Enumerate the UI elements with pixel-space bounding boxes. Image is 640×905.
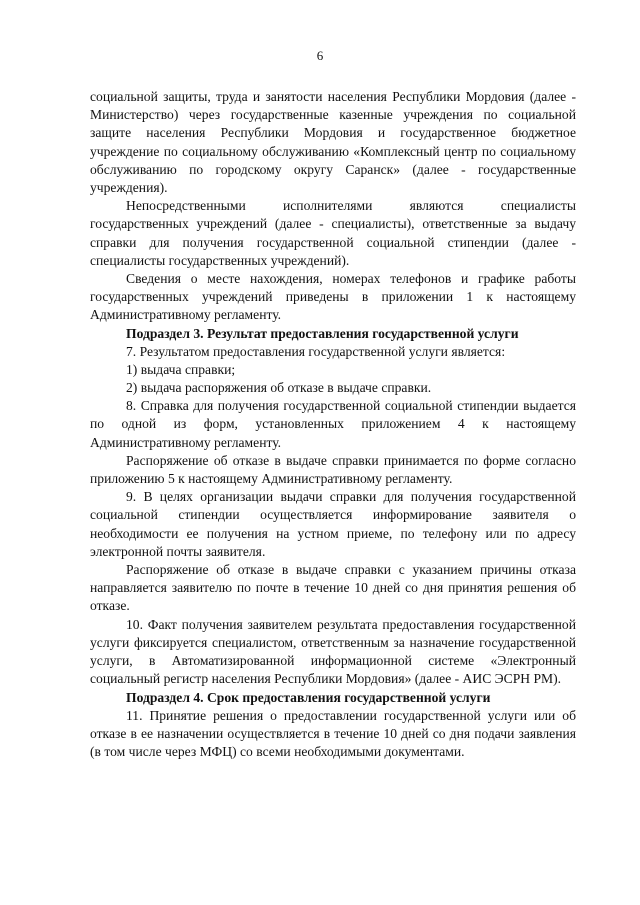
document-body bbox=[90, 88, 576, 761]
section-3-paragraph: 9. В целях организации выдачи справки для получения государственной социальной стипендии осуществляется информирование заявителя о необходимости ее получения на устном приеме, по телефону или по адресу электронной почты заявителя. bbox=[90, 489, 576, 559]
page-number: 6 bbox=[316, 48, 324, 63]
section-3-paragraph: Распоряжение об отказе в выдаче справки принимается по форме согласно приложению 5 к настоящему Административному регламенту. bbox=[90, 452, 576, 487]
intro-paragraph: социальной защиты, труда и занятости населения Республики Мордовия (далее - Министерство) через государственные казенные учреждения по социальной защите населения Республики Мордовия и государственное бюджетное учреждение по социальному обслуживанию «Комплексный центр по социальному обслуживанию по городскому округу Саранск» (далее - государственные учреждения). bbox=[90, 89, 576, 196]
section-3-paragraph: Распоряжение об отказе в выдаче справки с указанием причины отказа направляется заявителю по почте в течение 10 дней со дня принятия решения об отказе. bbox=[90, 562, 576, 614]
intro-paragraph: Непосредственными исполнителями являются специалисты государственных учреждений (далее - специалисты), ответственные за выдачу справки для получения государственной социальной стипендии (далее - специалисты государственных учреждений). bbox=[90, 198, 576, 268]
section-3-paragraph: 8. Справка для получения государственной социальной стипендии выдается по одной из форм, установленных приложением 4 к настоящему Административному регламенту. bbox=[90, 398, 576, 450]
section-3-paragraph: 7. Результатом предоставления государственной услуги является: bbox=[126, 343, 506, 359]
section-3-list-item: 2) выдача распоряжения об отказе в выдаче справки. bbox=[126, 380, 432, 396]
section-3-heading: Подраздел 3. Результат предоставления государственной услуги bbox=[126, 325, 519, 341]
section-4-paragraph: 11. Принятие решения о предоставлении государственной услуги или об отказе в ее назначении осуществляется в течение 10 дней со дня подачи заявления (в том числе через МФЦ) со всеми необходимыми документами. bbox=[90, 707, 576, 759]
section-3-list-item: 1) выдача справки; bbox=[126, 361, 236, 377]
intro-paragraph: Сведения о месте нахождения, номерах телефонов и графике работы государственных учреждений приведены в приложении 1 к настоящему Административному регламенту. bbox=[90, 271, 576, 323]
section-3-paragraph: 10. Факт получения заявителем результата предоставления государственной услуги фиксируется специалистом, ответственным за назначение государственной услуги, в Автоматизированной информационной системе «Электронный социальный регистр населения Республики Мордовия» (далее - АИС ЭСРН РМ). bbox=[90, 616, 576, 687]
section-4-heading: Подраздел 4. Срок предоставления государственной услуги bbox=[126, 689, 491, 705]
